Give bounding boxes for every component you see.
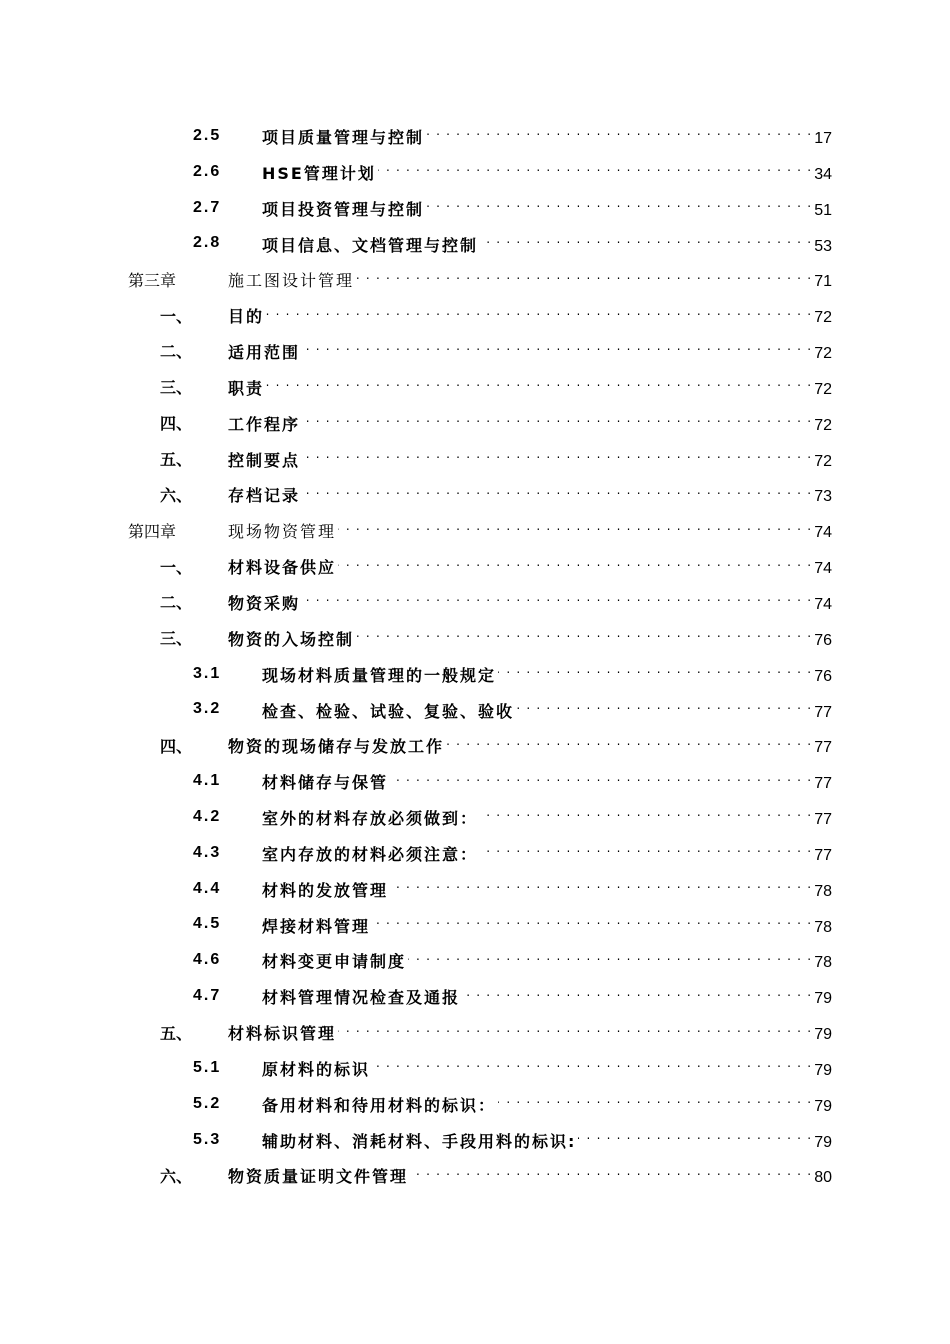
toc-entry-page-number: 80: [814, 1169, 832, 1187]
toc-dot-leader: [338, 518, 812, 537]
toc-entry-title: 物资采购: [228, 593, 301, 613]
toc-entry-line: [228, 590, 832, 614]
toc-entry-page-number: 78: [814, 882, 832, 900]
toc-entry-page-number: 73: [814, 488, 832, 506]
toc-entry-page-number: 72: [814, 309, 832, 327]
toc-entry[interactable]: [0, 620, 950, 656]
toc-entry-number: 2.7: [193, 198, 222, 216]
toc-entry[interactable]: [0, 942, 950, 978]
toc-entry-title: 适用范围: [228, 343, 301, 363]
toc-entry-page-number: 76: [814, 667, 832, 685]
toc-entry-line: [262, 769, 832, 793]
toc-entry-line: [228, 518, 832, 542]
toc-entry-title: 室外的材料存放必须做到：: [262, 809, 479, 829]
toc-entry-number: 4.7: [193, 987, 222, 1005]
toc-dot-leader: [390, 769, 812, 788]
toc-entry-number: 5.2: [193, 1094, 222, 1112]
toc-entry-number: 4.5: [193, 915, 222, 933]
toc-entry-title: 材料储存与保管: [262, 773, 389, 793]
toc-entry-number: 3.2: [193, 700, 222, 718]
toc-entry-line: [262, 805, 832, 829]
toc-entry-title: 项目质量管理与控制: [262, 128, 425, 148]
toc-entry-line: [262, 231, 832, 255]
toc-entry-title: 存档记录: [228, 486, 301, 506]
toc-entry-page-number: 74: [814, 560, 832, 578]
toc-entry-number: 5.1: [193, 1058, 222, 1076]
toc-entry-number: 二、: [160, 593, 193, 613]
toc-entry-page-number: 72: [814, 452, 832, 470]
toc-dot-leader: [426, 196, 812, 215]
toc-dot-leader: [302, 411, 812, 430]
toc-entry-line: [228, 733, 832, 757]
toc-entry-page-number: 51: [814, 201, 832, 219]
toc-entry-title: 现场物资管理: [228, 522, 337, 542]
toc-entry-number: 一、: [160, 306, 193, 326]
toc-dot-leader: [302, 446, 812, 465]
toc-entry-page-number: 78: [814, 954, 832, 972]
toc-dot-leader: [302, 590, 812, 609]
toc-dot-leader: [338, 554, 812, 573]
toc-entry-page-number: 78: [814, 918, 832, 936]
toc-dot-leader: [498, 661, 812, 680]
toc-entry-number: 第四章: [128, 521, 177, 541]
toc-entry-title: 目的: [228, 307, 265, 327]
toc-entry[interactable]: [0, 369, 950, 405]
toc-entry-number: 5.3: [193, 1130, 222, 1148]
toc-entry-number: 三、: [160, 629, 193, 649]
toc-entry[interactable]: [0, 297, 950, 333]
toc-entry-line: [228, 411, 832, 435]
toc-entry-title: HSE管理计划: [262, 163, 376, 183]
toc-entry-title: 检查、检验、试验、复验、验收: [262, 701, 515, 721]
toc-entry[interactable]: [0, 261, 950, 297]
toc-entry-number: 五、: [160, 450, 193, 470]
toc-entry-page-number: 77: [814, 775, 832, 793]
toc-entry-line: [262, 912, 832, 936]
toc-dot-leader: [356, 267, 812, 286]
toc-entry[interactable]: [0, 118, 950, 154]
toc-entry-line: [228, 554, 832, 578]
toc-entry[interactable]: [0, 1086, 950, 1122]
toc-entry-page-number: 53: [814, 237, 832, 255]
toc-entry-line: [262, 1127, 832, 1151]
toc-entry[interactable]: [0, 512, 950, 548]
toc-entry-page-number: 77: [814, 811, 832, 829]
toc-entry-line: [228, 482, 832, 506]
toc-dot-leader: [426, 124, 812, 143]
table-of-contents: [0, 118, 950, 1193]
toc-dot-leader: [266, 303, 812, 322]
toc-entry-line: [262, 877, 832, 901]
toc-entry-line: [262, 1056, 832, 1080]
toc-entry-page-number: 79: [814, 1026, 832, 1044]
toc-entry-number: 3.1: [193, 664, 222, 682]
toc-entry[interactable]: [0, 1157, 950, 1193]
toc-entry[interactable]: [0, 1050, 950, 1086]
toc-entry[interactable]: [0, 656, 950, 692]
toc-entry-page-number: 74: [814, 595, 832, 613]
toc-entry[interactable]: [0, 190, 950, 226]
toc-entry-line: [262, 1092, 832, 1116]
toc-entry-line: [262, 124, 832, 148]
toc-entry-title: 现场材料质量管理的一般规定: [262, 665, 497, 685]
toc-dot-leader: [378, 160, 812, 179]
toc-entry-number: 四、: [160, 736, 193, 756]
toc-entry[interactable]: [0, 907, 950, 943]
toc-dot-leader: [372, 1056, 812, 1075]
toc-entry-title: 材料的发放管理: [262, 880, 389, 900]
toc-entry-line: [262, 948, 832, 972]
toc-entry[interactable]: [0, 1014, 950, 1050]
toc-entry-number: 4.2: [193, 807, 222, 825]
toc-entry-page-number: 74: [814, 524, 832, 542]
toc-entry-line: [228, 1020, 832, 1044]
toc-entry-page-number: 77: [814, 703, 832, 721]
toc-entry-page-number: 72: [814, 380, 832, 398]
toc-entry-page-number: 17: [814, 130, 832, 148]
toc-entry[interactable]: [0, 835, 950, 871]
toc-dot-leader: [480, 805, 812, 824]
toc-entry[interactable]: [0, 692, 950, 728]
toc-entry-title: 物资的现场储存与发放工作: [228, 737, 445, 757]
toc-dot-leader: [408, 948, 812, 967]
toc-entry-page-number: 79: [814, 1133, 832, 1151]
toc-entry-title: 项目投资管理与控制: [262, 199, 425, 219]
toc-entry-number: 2.5: [193, 126, 222, 144]
toc-entry-page-number: 72: [814, 345, 832, 363]
toc-entry[interactable]: [0, 799, 950, 835]
toc-entry-line: [228, 446, 832, 470]
toc-entry-line: [228, 267, 832, 291]
toc-entry-line: [228, 1163, 832, 1187]
toc-entry-title: 项目信息、文档管理与控制: [262, 235, 479, 255]
toc-entry-title: 材料设备供应: [228, 558, 337, 578]
toc-entry-number: 第三章: [128, 270, 177, 290]
toc-entry-page-number: 77: [814, 846, 832, 864]
toc-entry[interactable]: [0, 226, 950, 262]
toc-entry[interactable]: [0, 548, 950, 584]
toc-entry-number: 4.1: [193, 772, 222, 790]
toc-dot-leader: [338, 1020, 812, 1039]
toc-dot-leader: [480, 841, 812, 860]
toc-dot-leader: [302, 339, 812, 358]
toc-entry-line: [262, 196, 832, 220]
toc-dot-leader: [578, 1127, 812, 1146]
toc-dot-leader: [266, 375, 812, 394]
toc-dot-leader: [516, 697, 812, 716]
toc-dot-leader: [372, 912, 812, 931]
toc-entry[interactable]: [0, 763, 950, 799]
toc-entry[interactable]: [0, 441, 950, 477]
toc-entry-page-number: 79: [814, 1061, 832, 1079]
toc-entry[interactable]: [0, 476, 950, 512]
toc-entry-title: 室内存放的材料必须注意：: [262, 844, 479, 864]
toc-entry-number: 四、: [160, 414, 193, 434]
toc-entry-number: 二、: [160, 342, 193, 362]
toc-entry-number: 4.4: [193, 879, 222, 897]
toc-entry-number: 六、: [160, 1166, 193, 1186]
toc-entry[interactable]: [0, 1122, 950, 1158]
toc-entry[interactable]: [0, 871, 950, 907]
toc-entry-number: 五、: [160, 1023, 193, 1043]
toc-entry-title: 材料管理情况检查及通报: [262, 988, 461, 1008]
toc-entry[interactable]: [0, 333, 950, 369]
toc-entry-title: 物资质量证明文件管理: [228, 1167, 409, 1187]
toc-dot-leader: [302, 482, 812, 501]
toc-dot-leader: [446, 733, 812, 752]
toc-entry-line: [262, 984, 832, 1008]
toc-entry-number: 2.8: [193, 234, 222, 252]
toc-entry-title: 职责: [228, 378, 265, 398]
toc-entry-line: [262, 697, 832, 721]
toc-entry-title: 施工图设计管理: [228, 271, 355, 291]
toc-entry-title: 材料标识管理: [228, 1024, 337, 1044]
toc-entry[interactable]: [0, 154, 950, 190]
toc-entry[interactable]: [0, 727, 950, 763]
toc-entry-number: 4.3: [193, 843, 222, 861]
toc-entry-number: 4.6: [193, 951, 222, 969]
toc-entry-number: 六、: [160, 485, 193, 505]
toc-entry-line: [228, 375, 832, 399]
toc-dot-leader: [462, 984, 812, 1003]
toc-dot-leader: [480, 231, 812, 250]
toc-entry-number: 一、: [160, 557, 193, 577]
toc-entry-title: 物资的入场控制: [228, 629, 355, 649]
toc-dot-leader: [356, 626, 812, 645]
toc-dot-leader: [410, 1163, 812, 1182]
toc-entry-page-number: 34: [814, 165, 832, 183]
toc-entry-line: [262, 841, 832, 865]
toc-entry-line: [228, 339, 832, 363]
toc-entry-number: 2.6: [193, 162, 222, 180]
toc-entry-title: 辅助材料、消耗材料、手段用料的标识:: [262, 1131, 577, 1151]
toc-entry-title: 工作程序: [228, 414, 301, 434]
toc-entry-line: [228, 626, 832, 650]
toc-entry-page-number: 76: [814, 631, 832, 649]
toc-dot-leader: [498, 1092, 812, 1111]
toc-entry-title: 焊接材料管理: [262, 916, 371, 936]
toc-entry-page-number: 79: [814, 990, 832, 1008]
toc-entry-line: [262, 160, 832, 184]
toc-entry[interactable]: [0, 978, 950, 1014]
toc-entry-line: [228, 303, 832, 327]
toc-dot-leader: [390, 877, 812, 896]
toc-entry-line: [262, 661, 832, 685]
toc-entry[interactable]: [0, 584, 950, 620]
toc-entry-page-number: 72: [814, 416, 832, 434]
toc-entry-title: 材料变更申请制度: [262, 952, 407, 972]
toc-entry-title: 控制要点: [228, 450, 301, 470]
toc-entry-title: 备用材料和待用材料的标识：: [262, 1095, 497, 1115]
toc-entry-title: 原材料的标识: [262, 1059, 371, 1079]
toc-entry-page-number: 71: [814, 273, 832, 291]
toc-entry-page-number: 77: [814, 739, 832, 757]
toc-entry-page-number: 79: [814, 1097, 832, 1115]
toc-entry[interactable]: [0, 405, 950, 441]
toc-entry-number: 三、: [160, 378, 193, 398]
